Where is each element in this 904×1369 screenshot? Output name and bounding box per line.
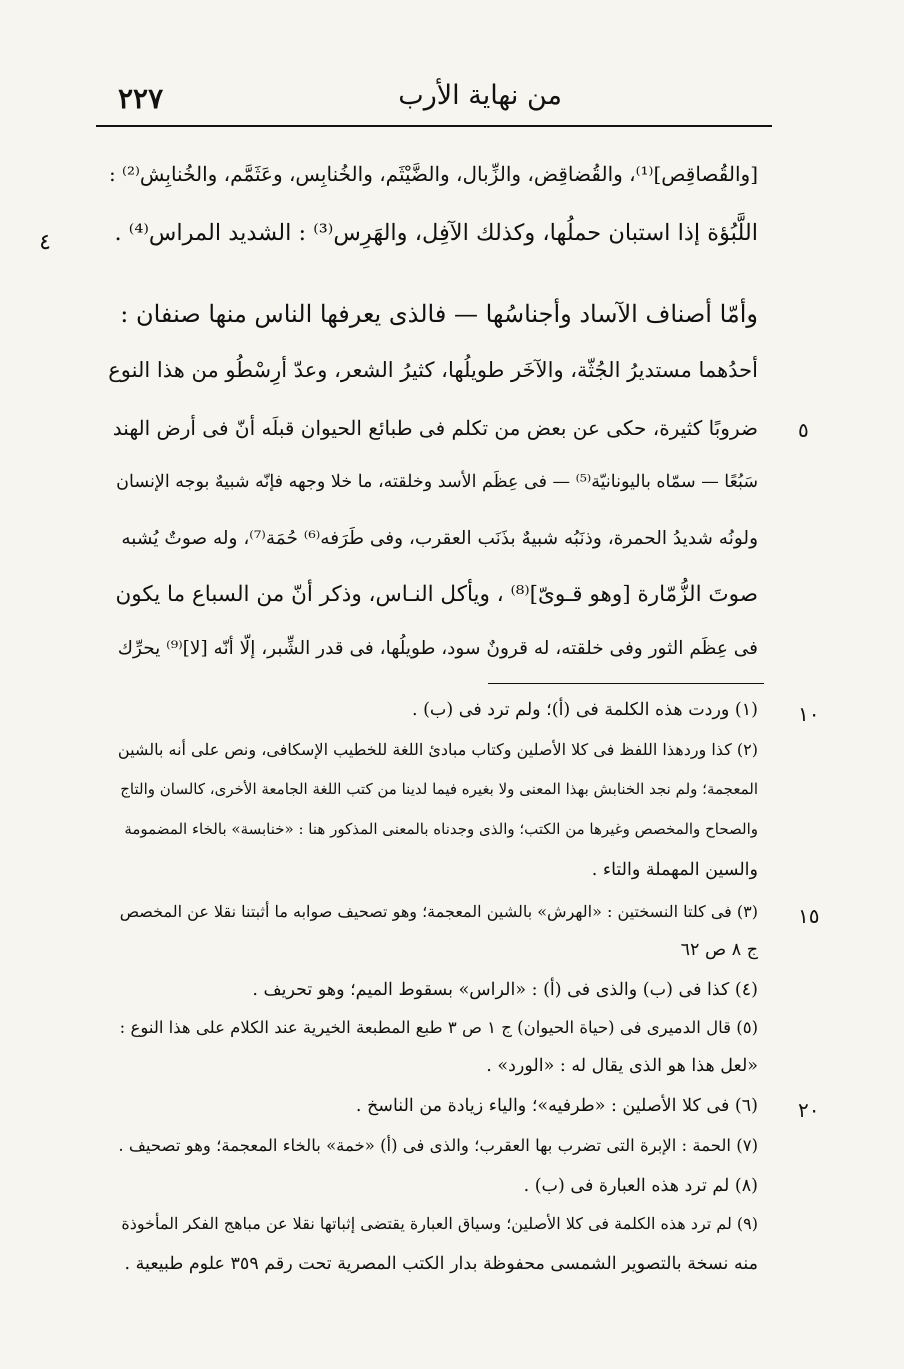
footnote-rule [488,683,764,684]
footnote-line: (٤) كذا فى (ب) والذى فى (أ) : «الراس» بسقوط الميم؛ وهو تحريف . [252,980,758,1000]
running-title: من نهاية الأرب [398,80,562,111]
main-line: أحدُهما مستديرُ الجُثّة، والآخَر طويلُها، كثيرُ الشعر، وعدّ أرِسْطُو من هذا النوع [108,358,758,382]
margin-mark: ٤ [39,230,51,255]
footnote-line: والسين المهملة والتاء . [591,860,758,880]
main-line: ولونُه شديدُ الحمرة، وذنَبُه شبيهٌ بذَنَب العقرب، وفى طَرَفه⁽⁶⁾ حُمَة⁽⁷⁾، وله صوتٌ يُشبه [121,528,758,549]
main-line: ضروبًا كثيرة، حكى عن بعض من تكلم فى طبائع الحيوان قبلَه أنّ فى أرض الهند [112,416,758,440]
page-header [96,78,772,122]
footnote-line: المعجمة؛ ولم نجد الخنابش بهذا المعنى ولا بغيره فيما لدينا من كتب اللغة الجامعة الأخرى، كالسان والتاج [120,780,758,798]
footnote-line: (٥) قال الدميرى فى (حياة الحيوان) ج ١ ص ٣ طبع المطبعة الخيرية عند الكلام على هذا النوع : [119,1018,758,1037]
footnote-line: «لعل هذا هو الذى يقال له : «الورد» . [486,1056,758,1076]
header-rule [96,125,772,127]
footnote-line: والصحاح والمخصص وغيرها من الكتب؛ والذى وجدناه بالمعنى المذكور هنا : «خنابسة» بالخاء المضمومة [124,820,758,838]
main-line: صوتَ الزُّمّارة [وهو قـوىّ]⁽⁸⁾ ، ويأكل النـاس، وذكر أنّ من السباع ما يكون [115,582,758,607]
main-line: اللَّبُؤة إذا استبان حملُها، وكذلك الآفِل، والهَرِس⁽³⁾ : الشديد المراس⁽⁴⁾ . [114,220,758,246]
footnote-line: منه نسخة بالتصوير الشمسى محفوظة بدار الكتب المصرية تحت رقم ٣٥٩ علوم طبيعية . [124,1254,758,1274]
footnote-line: ج ٨ ص ٦٢ [680,940,758,960]
footnote-line: (٨) لم ترد هذه العبارة فى (ب) . [523,1176,758,1196]
footnote-line: (٢) كذا وردهذا اللفظ فى كلا الأصلين وكتاب مبادئ اللغة للخطيب الإسكافى، ونص على أنه بالشين [117,740,758,759]
footnote-line: (٣) فى كلتا النسختين : «الهرش» بالشين المعجمة؛ وهو تصحيف صوابه ما أثبتنا نقلا عن المخصص [119,902,758,921]
main-line: وأمّا أصناف الآساد وأجناسُها — فالذى يعرفها الناس منها صنفان : [120,300,758,328]
footnote-line: (١) وردت هذه الكلمة فى (أ)؛ ولم ترد فى (ب) . [411,700,758,720]
footnote-line: (٩) لم ترد هذه الكلمة فى كلا الأصلين؛ وسياق العبارة يقتضى إثباتها نقلا عن مباهج الفكر المأخوذة [121,1214,758,1233]
footnote-line: (٧) الحمة : الإبرة التى تضرب بها العقرب؛ والذى فى (أ) «خمة» بالخاء المعجمة؛ وهو تصحيف . [118,1136,758,1155]
main-line: فى عِظَم الثور وفى خلقته، له قرونٌ سود، طويلُها، فى قدر الشِّبر، إلّا أنّه [لا]⁽⁹⁾ يحرِّك [117,638,758,659]
line-number: ١٥ [798,904,820,928]
page-number: ٢٢٧ [118,82,164,115]
footnote-line: (٦) فى كلا الأصلين : «طرفيه»؛ والياء زيادة من الناسخ . [355,1096,758,1116]
line-number: ٢٠ [798,1098,820,1122]
line-number: ١٠ [798,702,820,726]
line-number: ٥ [798,418,809,442]
main-line: سَبُعًا — سمّاه باليونانيّة⁽⁵⁾ — فى عِظَم الأسد وخلقته، ما خلا وجهه فإنّه شبيهٌ بوجه الإنسان [116,472,758,492]
main-line: [والقُصاقِص]⁽¹⁾، والقُضاقِض، والزِّبال، والضَّيْثَم، والخُنابِس، وعَثَمَّم، والخُنابِش⁽²⁾ : [108,162,758,186]
